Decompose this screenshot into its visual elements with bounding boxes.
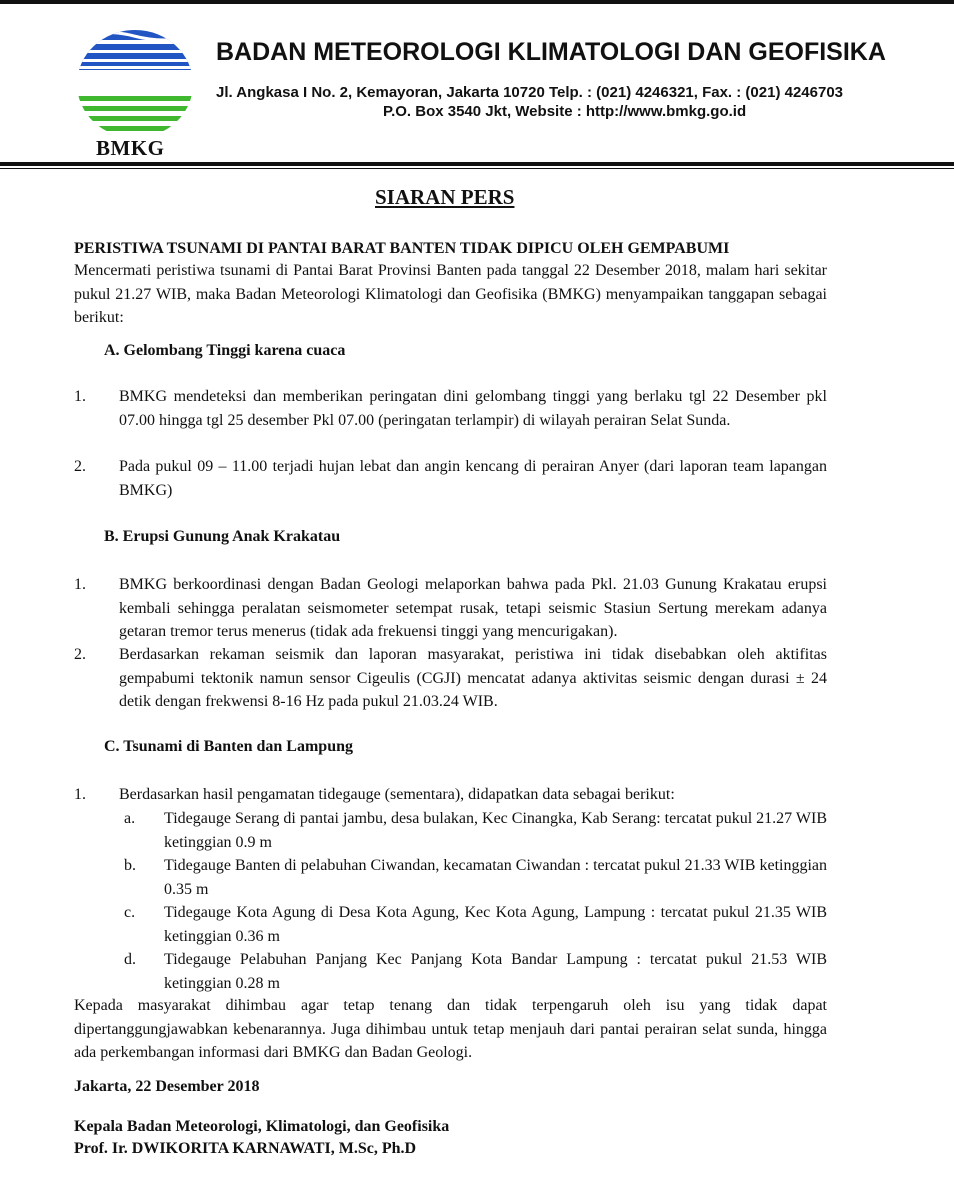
address-line-2: P.O. Box 3540 Jkt, Website : http://www.bmkg.go.id <box>383 103 747 120</box>
list-number: 1. <box>74 576 86 593</box>
sublist-item: Tidegauge Banten di pelabuhan Ciwandan, kecamatan Ciwandan : tercatat pukul 21.33 WIB ketinggian 0.35 m <box>164 857 827 898</box>
place-date: Jakarta, 22 Desember 2018 <box>74 1078 260 1095</box>
signatory-name: Prof. Ir. DWIKORITA KARNAWATI, M.Sc, Ph.D <box>74 1140 417 1157</box>
signatory-position: Kepala Badan Meteorologi, Klimatologi, dan Geofisika <box>74 1118 450 1135</box>
headline: PERISTIWA TSUNAMI DI PANTAI BARAT BANTEN TIDAK DIPICU OLEH GEMPABUMI <box>74 240 730 257</box>
header-rule-thin <box>0 168 954 169</box>
closing-paragraph: Kepada masyarakat dihimbau agar tetap tenang dan tidak terpengaruh oleh isu yang tidak dapat dipertanggungjawabkan kebenarannya. Juga dihimbau untuk tetap menjauh dari pantai perairan selat sunda, hingga ada perkembangan informasi dari BMKG dan Badan Geologi. <box>74 997 827 1061</box>
header-rule <box>0 162 954 166</box>
logo-text: BMKG <box>96 136 165 160</box>
list-number: 2. <box>74 458 86 475</box>
sublist-letter: b. <box>124 857 136 874</box>
section-a-heading: A. Gelombang Tinggi karena cuaca <box>104 342 346 359</box>
list-item: Berdasarkan rekaman seismik dan laporan masyarakat, peristiwa ini tidak disebabkan oleh aktifitas gempabumi tektonik namun sensor Cigeulis (CGJI) mencatat adanya aktivitas seismic dengan durasi ± 24 detik dengan frekwensi 8-16 Hz pada pukul 21.03.24 WIB. <box>119 646 827 710</box>
list-number: 1. <box>74 786 86 803</box>
list-item: BMKG berkoordinasi dengan Badan Geologi melaporkan bahwa pada Pkl. 21.03 Gunung Krakatau erupsi kembali sehingga peralatan seismometer setempat rusak, tetapi seismic Stasiun Sertung merekam adanya getaran tremor terus menerus (tidak ada frekuensi tinggi yang mencurigakan). <box>119 576 827 640</box>
top-border <box>0 0 954 4</box>
intro-paragraph: Mencermati peristiwa tsunami di Pantai Barat Provinsi Banten pada tanggal 22 Desember 2018, malam hari sekitar pukul 21.27 WIB, maka Badan Meteorologi Klimatologi dan Geofisika (BMKG) menyampaikan tanggapan sebagai berikut: <box>74 262 827 326</box>
organization-name: BADAN METEOROLOGI KLIMATOLOGI DAN GEOFISIKA <box>216 38 886 66</box>
sublist-item: Tidegauge Pelabuhan Panjang Kec Panjang Kota Bandar Lampung : tercatat pukul 21.53 WIB ketinggian 0.28 m <box>164 951 827 992</box>
list-item: BMKG mendeteksi dan memberikan peringatan dini gelombang tinggi yang berlaku tgl 22 Desember pkl 07.00 hingga tgl 25 desember Pkl 07.00 (peringatan terlampir) di wilayah perairan Selat Sunda. <box>119 388 827 429</box>
sublist-item: Tidegauge Serang di pantai jambu, desa bulakan, Kec Cinangka, Kab Serang: tercatat pukul 21.27 WIB ketinggian 0.9 m <box>164 810 827 851</box>
list-number: 1. <box>74 388 86 405</box>
section-b-heading: B. Erupsi Gunung Anak Krakatau <box>104 528 341 545</box>
list-item: Berdasarkan hasil pengamatan tidegauge (sementara), didapatkan data sebagai berikut: <box>119 786 675 803</box>
list-number: 2. <box>74 646 86 663</box>
document-title: SIARAN PERS <box>375 185 515 209</box>
list-item: Pada pukul 09 – 11.00 terjadi hujan lebat dan angin kencang di perairan Anyer (dari laporan team lapangan BMKG) <box>119 458 827 499</box>
section-c-heading: C. Tsunami di Banten dan Lampung <box>104 738 353 755</box>
sublist-item: Tidegauge Kota Agung di Desa Kota Agung, Kec Kota Agung, Lampung : tercatat pukul 21.35 WIB ketinggian 0.36 m <box>164 904 827 945</box>
sublist-letter: d. <box>124 951 136 968</box>
address-line-1: Jl. Angkasa I No. 2, Kemayoran, Jakarta 10720 Telp. : (021) 4246321, Fax. : (021) 4246703 <box>216 84 844 101</box>
sublist-letter: a. <box>124 810 136 827</box>
sublist-letter: c. <box>124 904 136 921</box>
